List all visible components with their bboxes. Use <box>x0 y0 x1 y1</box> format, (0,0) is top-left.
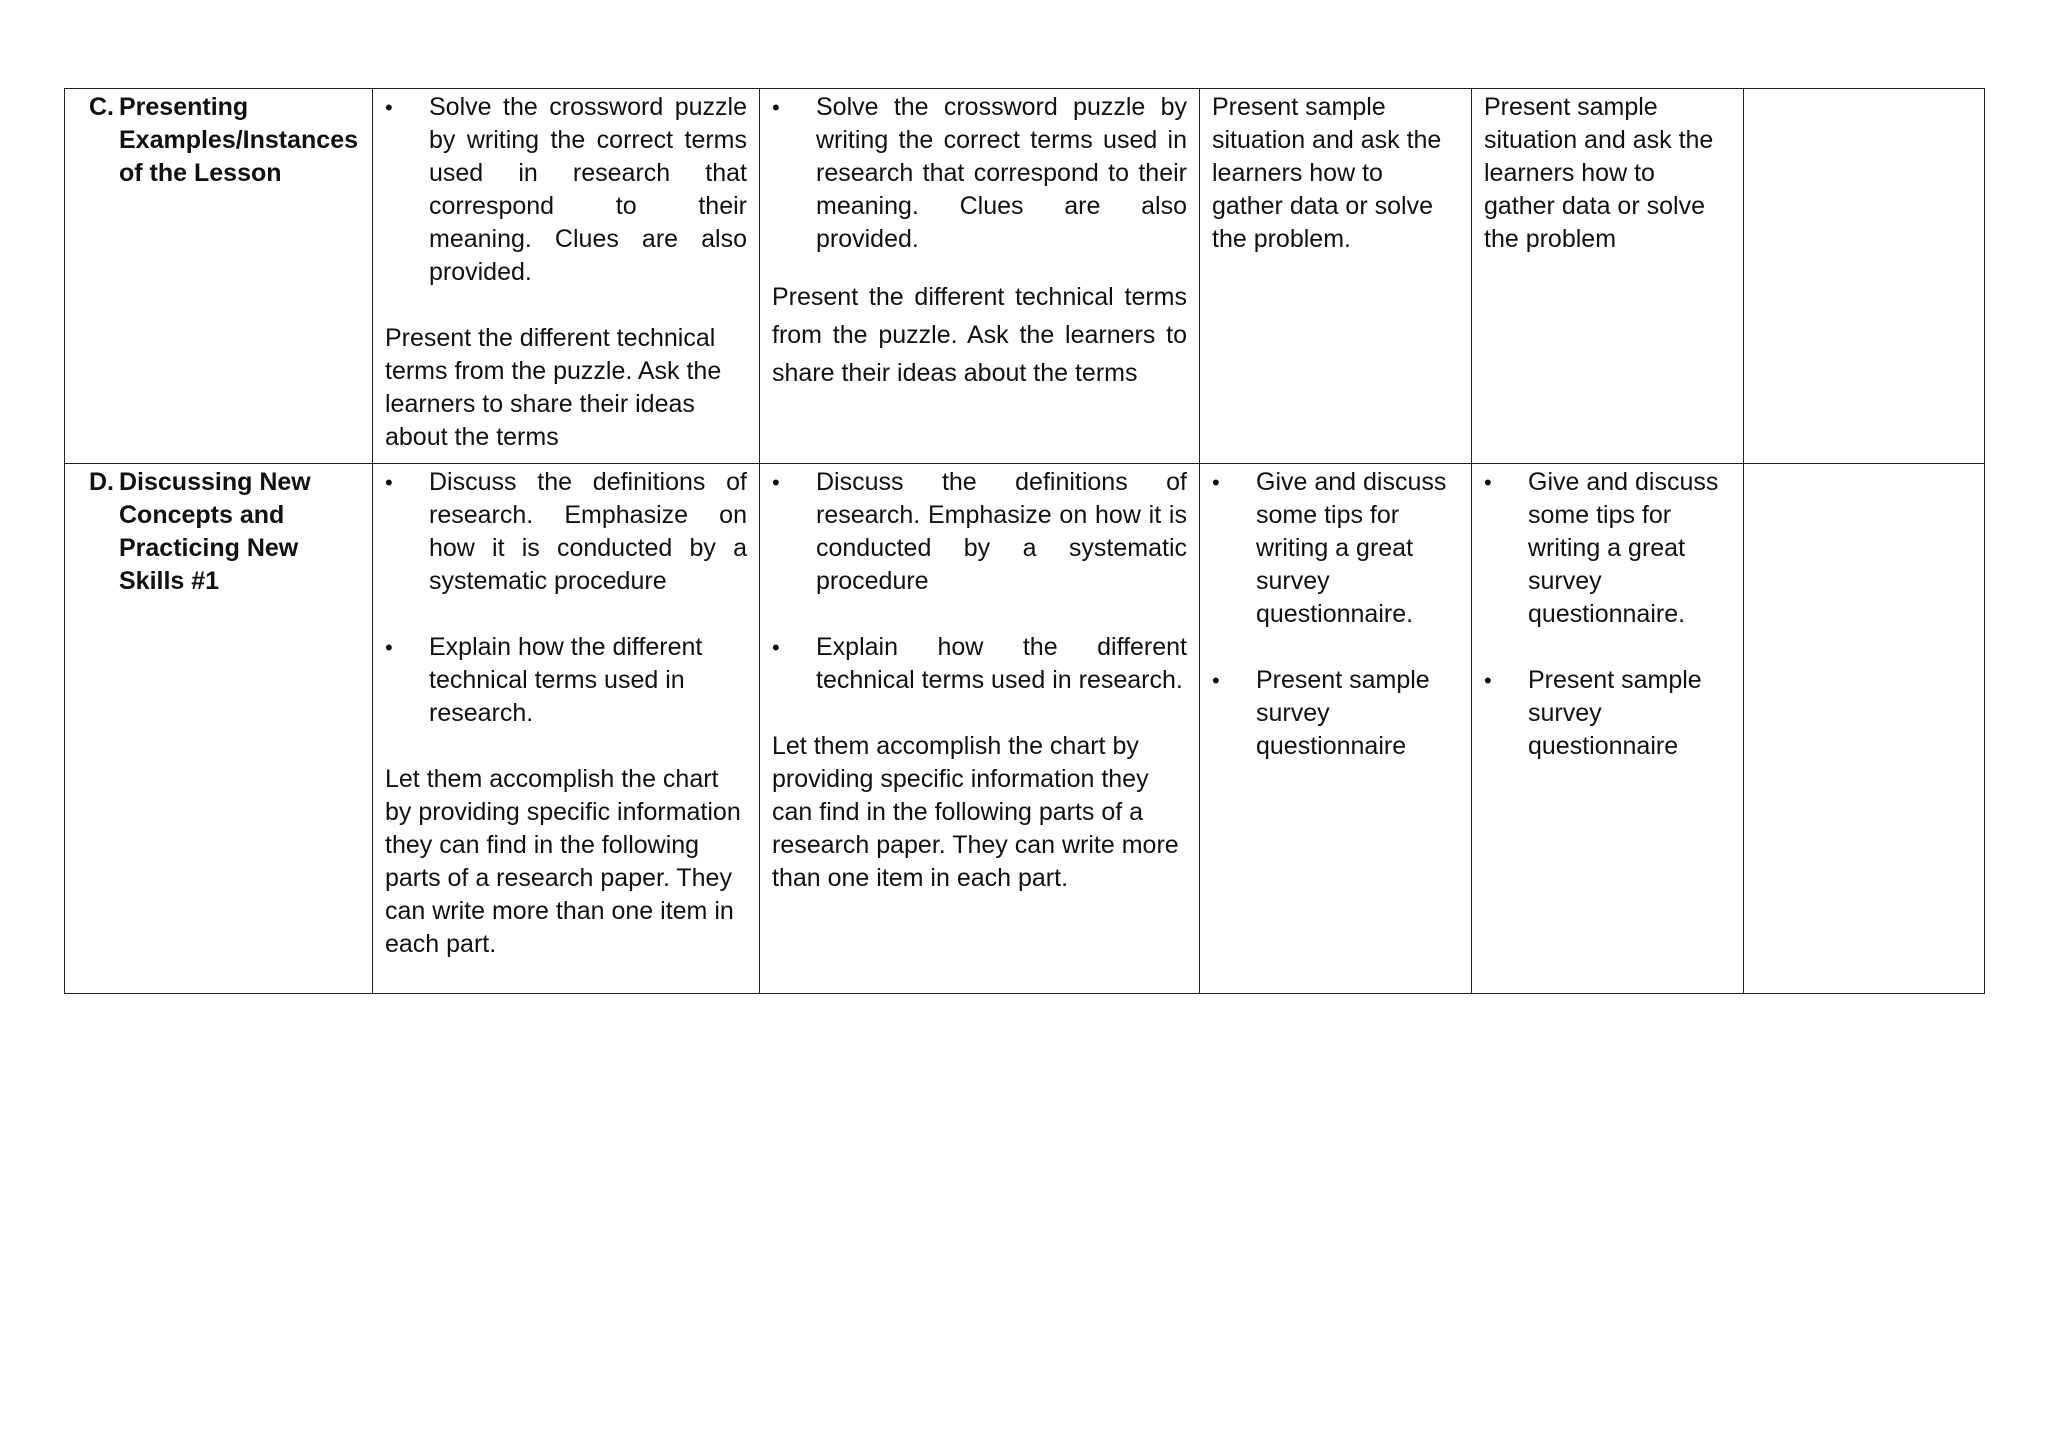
bullet-icon: • <box>385 95 393 120</box>
cell-text: Explain how the different technical terms used in research. <box>816 633 1187 694</box>
list-item <box>1484 466 1731 631</box>
row-letter: C. <box>89 93 114 121</box>
row-letter: D. <box>89 468 114 496</box>
cell-text: Give and discuss some tips for writing a great survey questionnaire. <box>1528 468 1719 628</box>
row-label-text: Discussing New Concepts and Practicing New Skills #1 <box>119 468 311 595</box>
row-label <box>77 466 360 598</box>
cell-text: Present the different technical terms from the puzzle. Ask the learners to share their ideas about the terms <box>772 283 1187 387</box>
lesson-plan-table <box>64 88 1985 994</box>
table-cell <box>1472 464 1744 994</box>
table-cell <box>760 89 1200 464</box>
list-item <box>772 91 1187 256</box>
row-label-cell <box>65 89 373 464</box>
bullet-icon: • <box>1484 470 1492 495</box>
table-cell <box>1200 89 1472 464</box>
cell-text: Solve the crossword puzzle by writing the correct terms used in research that correspond to their meaning. Clues are also provided. <box>429 93 747 286</box>
table-cell <box>1472 89 1744 464</box>
cell-text: Discuss the definitions of research. Emphasize on how it is conducted by a systematic procedure <box>816 468 1187 595</box>
cell-text: Let them accomplish the chart by providing specific information they can find in the following parts of a research paper. They can write more than one item in each part. <box>385 765 741 958</box>
cell-text: Present sample situation and ask the learners how to gather data or solve the problem. <box>1212 93 1442 253</box>
cell-text: Discuss the definitions of research. Emphasize on how it is conducted by a systematic procedure <box>429 468 747 595</box>
table-cell <box>373 89 760 464</box>
list-item <box>385 631 747 730</box>
table-cell-empty <box>1744 89 1985 464</box>
list-item <box>385 91 747 289</box>
table-row <box>65 464 1985 994</box>
cell-text: Let them accomplish the chart by providing specific information they can find in the following parts of a research paper. They can write more than one item in each part. <box>772 732 1179 892</box>
list-item <box>772 466 1187 598</box>
list-item <box>1212 664 1459 763</box>
bullet-icon: • <box>772 635 780 660</box>
bullet-icon: • <box>1212 668 1220 693</box>
list-item <box>772 631 1187 697</box>
cell-text: Give and discuss some tips for writing a great survey questionnaire. <box>1256 468 1447 628</box>
bullet-icon: • <box>772 470 780 495</box>
cell-text: Present sample survey questionnaire <box>1256 666 1430 760</box>
table-cell <box>373 464 760 994</box>
row-label <box>77 91 360 190</box>
bullet-icon: • <box>772 95 780 120</box>
list-item <box>1212 466 1459 631</box>
row-label-text: Presenting Examples/Instances of the Lesson <box>119 93 359 187</box>
table-row <box>65 89 1985 464</box>
cell-text: Explain how the different technical terms used in research. <box>429 633 703 727</box>
cell-text: Present the different technical terms from the puzzle. Ask the learners to share their ideas about the terms <box>385 324 722 451</box>
table-cell <box>1200 464 1472 994</box>
cell-text: Present sample survey questionnaire <box>1528 666 1702 760</box>
bullet-icon: • <box>385 635 393 660</box>
table-cell <box>760 464 1200 994</box>
table-cell-empty <box>1744 464 1985 994</box>
list-item <box>1484 664 1731 763</box>
cell-text: Present sample situation and ask the learners how to gather data or solve the problem <box>1484 93 1714 253</box>
row-label-cell <box>65 464 373 994</box>
bullet-icon: • <box>1212 470 1220 495</box>
bullet-icon: • <box>1484 668 1492 693</box>
cell-text: Solve the crossword puzzle by writing the correct terms used in research that correspond to their meaning. Clues are also provided. <box>816 93 1187 253</box>
bullet-icon: • <box>385 470 393 495</box>
list-item <box>385 466 747 598</box>
